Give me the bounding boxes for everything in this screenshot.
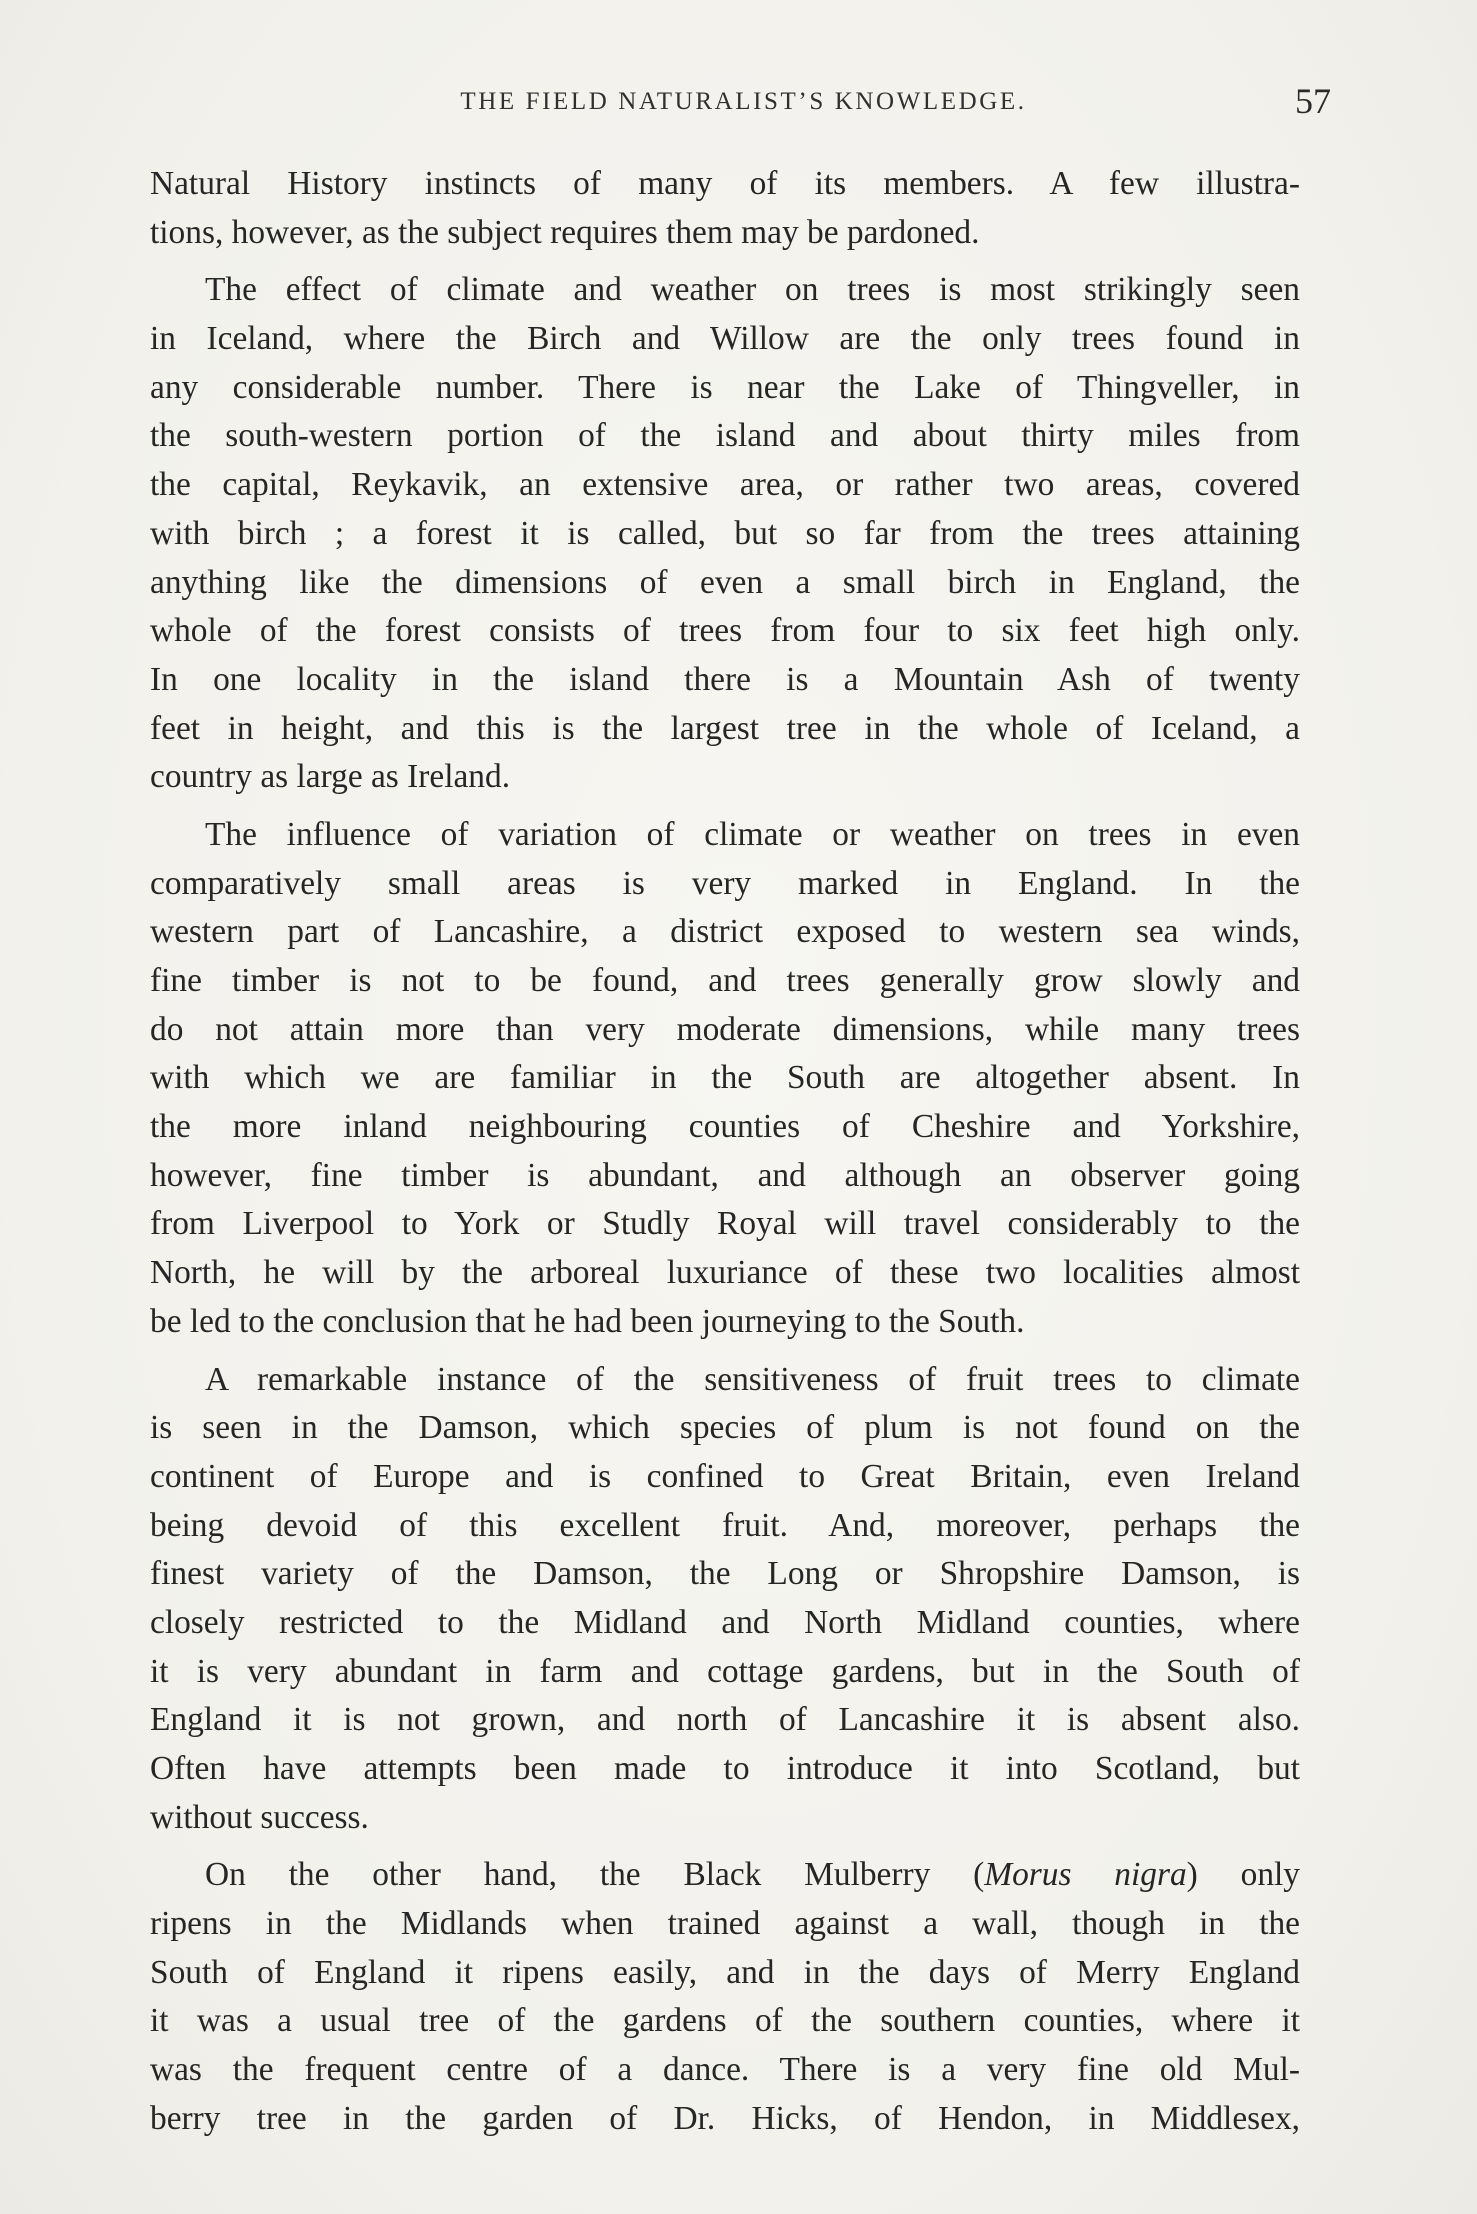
text-line: the capital, Reykavik, an extensive area, or rather two areas, covered bbox=[150, 466, 1300, 504]
text-line: The influence of variation of climate or weather on trees in even bbox=[205, 815, 1300, 853]
page-number: 57 bbox=[1295, 81, 1331, 121]
text-line: in Iceland, where the Birch and Willow are the only trees found in bbox=[150, 320, 1300, 358]
text-line: western part of Lancashire, a district exposed to western sea winds, bbox=[150, 913, 1300, 951]
text-line: being devoid of this excellent fruit. And, moreover, perhaps the bbox=[150, 1506, 1300, 1544]
text-line: anything like the dimensions of even a small birch in England, the bbox=[150, 563, 1300, 601]
text-line: tions, however, as the subject requires them may be pardoned. bbox=[150, 213, 980, 251]
text-line: Natural History instincts of many of its members. A few illustra- bbox=[150, 165, 1300, 202]
text-line: however, fine timber is abundant, and although an observer going bbox=[150, 1156, 1300, 1194]
text-line: berry tree in the garden of Dr. Hicks, of Hendon, in Middlesex, bbox=[150, 2099, 1300, 2137]
running-head: THE FIELD NATURALIST’S KNOWLEDGE. bbox=[460, 88, 1027, 115]
text-line: do not attain more than very moderate dimensions, while many trees bbox=[150, 1010, 1300, 1048]
text-line: country as large as Ireland. bbox=[150, 758, 511, 796]
text-line: comparatively small areas is very marked in England. In the bbox=[150, 864, 1300, 902]
text-line: whole of the forest consists of trees from four to six feet high only. bbox=[150, 612, 1300, 650]
text-line: England it is not grown, and north of Lancashire it is absent also. bbox=[150, 1701, 1300, 1739]
text-line: with which we are familiar in the South are altogether absent. In bbox=[150, 1059, 1300, 1097]
text-line: is seen in the Damson, which species of plum is not found on the bbox=[150, 1409, 1300, 1447]
text-line: feet in height, and this is the largest tree in the whole of Iceland, a bbox=[150, 709, 1300, 747]
paragraph bbox=[150, 1851, 1300, 2143]
body-text bbox=[150, 160, 1300, 2144]
text-line: A remarkable instance of the sensitiveness of fruit trees to climate bbox=[205, 1360, 1300, 1398]
text-line: In one locality in the island there is a Mountain Ash of twenty bbox=[150, 660, 1300, 698]
text-line: Often have attempts been made to introduce it into Scotland, but bbox=[150, 1750, 1300, 1787]
paragraph bbox=[150, 1356, 1300, 1843]
text-line: The effect of climate and weather on trees is most strikingly seen bbox=[205, 271, 1300, 309]
paragraph bbox=[150, 160, 1300, 257]
text-line: from Liverpool to York or Studly Royal will travel considerably to the bbox=[150, 1205, 1300, 1243]
text-line: closely restricted to the Midland and North Midland counties, where bbox=[150, 1603, 1300, 1641]
text-line: the more inland neighbouring counties of Cheshire and Yorkshire, bbox=[150, 1108, 1300, 1146]
text-line: it was a usual tree of the gardens of the southern counties, where it bbox=[150, 2002, 1300, 2040]
text-line: finest variety of the Damson, the Long or Shropshire Damson, is bbox=[150, 1555, 1300, 1593]
text-line: be led to the conclusion that he had been journeying to the South. bbox=[150, 1302, 1025, 1340]
text-line: ripens in the Midlands when trained against a wall, though in the bbox=[150, 1905, 1300, 1943]
paragraph bbox=[150, 811, 1300, 1347]
text-line: continent of Europe and is confined to Great Britain, even Ireland bbox=[150, 1457, 1300, 1495]
species-name: Morus nigra bbox=[984, 1856, 1187, 1894]
text-line: On the other hand, the Black Mulberry (Morus nigra) only bbox=[205, 1856, 1300, 1894]
text-line: fine timber is not to be found, and trees generally grow slowly and bbox=[150, 962, 1300, 999]
text-line: was the frequent centre of a dance. There is a very fine old Mul- bbox=[150, 2051, 1300, 2089]
text-line: any considerable number. There is near the Lake of Thingveller, in bbox=[150, 368, 1300, 406]
page-header bbox=[150, 80, 1337, 136]
paragraph bbox=[150, 266, 1300, 802]
text-line: South of England it ripens easily, and in the days of Merry England bbox=[150, 1953, 1300, 1991]
text-line: without success. bbox=[150, 1798, 369, 1836]
text-line: it is very abundant in farm and cottage gardens, but in the South of bbox=[150, 1652, 1300, 1690]
text-line: the south-western portion of the island and about thirty miles from bbox=[150, 417, 1300, 455]
text-line: North, he will by the arboreal luxuriance of these two localities almost bbox=[150, 1254, 1300, 1292]
text-line: with birch ; a forest it is called, but so far from the trees attaining bbox=[150, 514, 1300, 552]
